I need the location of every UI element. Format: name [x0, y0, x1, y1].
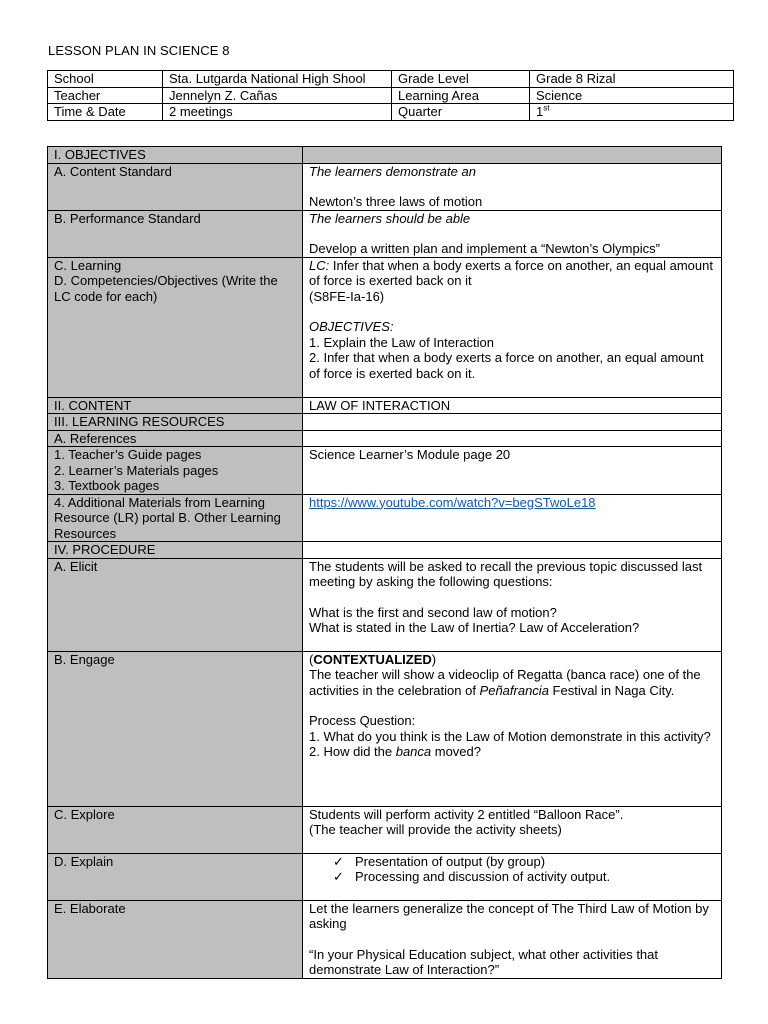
performance-standard-row [48, 210, 722, 257]
elicit-row [48, 558, 722, 651]
header-row-teacher [48, 87, 734, 104]
lc-prefix: LC: [309, 257, 330, 273]
time-label: Time & Date [48, 104, 163, 121]
engage-cell [303, 651, 722, 806]
content-row [48, 397, 722, 414]
explain-item-1-text: Presentation of output (by group) [355, 853, 546, 869]
additional-materials-cell [303, 494, 722, 542]
explore-row [48, 806, 722, 853]
references-blank [303, 430, 722, 447]
explore-label: C. Explore [48, 806, 303, 853]
resources-heading: III. LEARNING RESOURCES [48, 414, 303, 431]
quarter-number: 1 [536, 104, 544, 119]
area-value: Science [530, 87, 734, 104]
objectives-heading-row [48, 147, 722, 164]
explore-cell [303, 806, 722, 853]
objective-2: 2. Infer that when a body exerts a force on another, an equal amount of force is exerted back on it. [309, 350, 704, 381]
content-label: II. CONTENT [48, 397, 303, 414]
learning-label: C. Learning [54, 257, 122, 273]
header-row-school [48, 71, 734, 88]
explain-label: D. Explain [48, 853, 303, 900]
header-row-time [48, 104, 734, 121]
grade-label: Grade Level [392, 71, 530, 88]
objectives-subheading: OBJECTIVES: [309, 319, 394, 334]
resources-heading-row [48, 414, 722, 431]
grade-value: Grade 8 Rizal [530, 71, 734, 88]
explain-cell [303, 853, 722, 900]
guide-pages-value: Science Learner’s Module page 20 [303, 447, 722, 495]
learners-materials-label: 2. Learner’s Materials pages [54, 462, 219, 478]
lc-code: (S8FE-Ia-16) [309, 288, 385, 304]
elaborate-text-2: “In your Physical Education subject, what other activities that demonstrate Law of Interaction?” [309, 946, 659, 977]
objectives-heading-blank [303, 147, 722, 164]
elicit-cell [303, 558, 722, 651]
performance-standard-cell [303, 210, 722, 257]
engage-text [309, 667, 715, 698]
elicit-label: A. Elicit [48, 558, 303, 651]
competencies-cell [303, 257, 722, 397]
references-row [48, 430, 722, 447]
explain-item-2 [309, 869, 715, 885]
engage-text-part-2: Festival in Naga City. [548, 682, 675, 698]
quarter-label: Quarter [392, 104, 530, 121]
lc-text: Infer that when a body exerts a force on another, an equal amount of force is exerted back on it [309, 257, 713, 288]
performance-standard-intro: The learners should be able [309, 210, 471, 226]
competencies-label: D. Competencies/Objectives (Write the LC code for each) [54, 273, 278, 304]
process-question-2 [309, 744, 715, 760]
engage-row [48, 651, 722, 806]
time-value: 2 meetings [163, 104, 392, 121]
lesson-plan-table [47, 146, 722, 979]
youtube-link[interactable]: https://www.youtube.com/watch?v=begSTwoLe18 [309, 494, 596, 510]
school-value: Sta. Lutgarda National High Shool [163, 71, 392, 88]
engage-tag: CONTEXTUALIZED [313, 651, 432, 667]
lc-statement [309, 258, 715, 289]
engage-text-part-1: The teacher will show a videoclip of Regatta (banca race) one of the activities in the celebration of [309, 667, 701, 698]
explore-text-1: Students will perform activity 2 entitled “Balloon Race”. [309, 806, 624, 822]
pq2-part-b: moved? [431, 744, 482, 759]
references-label: A. References [48, 430, 303, 447]
explain-item-2-text: Processing and discussion of activity output. [355, 869, 611, 884]
teachers-guide-label: 1. Teacher’s Guide pages [54, 447, 202, 462]
document-title: LESSON PLAN IN SCIENCE 8 [48, 43, 230, 58]
resources-heading-blank [303, 414, 722, 431]
competencies-row [48, 257, 722, 397]
pq2-banca: banca [395, 744, 432, 759]
competencies-label-cell [48, 257, 303, 397]
elicit-question-1: What is the first and second law of motion? [309, 604, 557, 620]
content-standard-text: Newton’s three laws of motion [309, 194, 483, 209]
procedure-heading: IV. PROCEDURE [48, 542, 303, 559]
performance-standard-text: Develop a written plan and implement a “Newton’s Olympics” [309, 241, 660, 256]
engage-tag-line [309, 652, 715, 668]
process-question-heading: Process Question: [309, 713, 416, 728]
explore-text-2: (The teacher will provide the activity sheets) [309, 822, 562, 837]
elicit-text: The students will be asked to recall the previous topic discussed last meeting by asking the following questions: [309, 558, 703, 589]
school-label: School [48, 71, 163, 88]
teacher-value: Jennelyn Z. Cañas [163, 87, 392, 104]
area-label: Learning Area [392, 87, 530, 104]
elaborate-text-1: Let the learners generalize the concept of The Third Law of Motion by asking [309, 900, 709, 931]
procedure-heading-row [48, 542, 722, 559]
textbook-label: 3. Textbook pages [54, 478, 160, 493]
content-standard-intro: The learners demonstrate an [309, 163, 476, 179]
additional-materials-row [48, 494, 722, 542]
engage-open-paren: ( [309, 651, 314, 667]
content-standard-row [48, 163, 722, 210]
guide-pages-row [48, 447, 722, 495]
explain-item-1 [309, 854, 715, 870]
elaborate-row [48, 900, 722, 978]
objectives-heading: I. OBJECTIVES [48, 147, 303, 164]
checkmark-icon: ✓ [333, 869, 344, 884]
content-standard-label: A. Content Standard [48, 163, 303, 210]
content-value: LAW OF INTERACTION [303, 397, 722, 414]
process-question-1: 1. What do you think is the Law of Motion demonstrate in this activity? [309, 728, 711, 744]
elaborate-cell [303, 900, 722, 978]
additional-materials-label: 4. Additional Materials from Learning Resource (LR) portal B. Other Learning Resources [48, 494, 303, 542]
checkmark-icon: ✓ [333, 853, 344, 869]
quarter-suffix: st [543, 103, 550, 113]
teacher-label: Teacher [48, 87, 163, 104]
quarter-value [530, 104, 734, 121]
header-table [47, 70, 734, 121]
elaborate-label: E. Elaborate [48, 900, 303, 978]
elicit-question-2: What is stated in the Law of Inertia? Law of Acceleration? [309, 620, 640, 635]
objective-1: 1. Explain the Law of Interaction [309, 334, 495, 350]
engage-festival-name: Peñafrancia [479, 682, 549, 698]
pq2-part-a: 2. How did the [309, 744, 396, 759]
performance-standard-label: B. Performance Standard [48, 210, 303, 257]
explain-row [48, 853, 722, 900]
guide-pages-label-cell [48, 447, 303, 495]
engage-label: B. Engage [48, 651, 303, 806]
procedure-heading-blank [303, 542, 722, 559]
engage-close-paren: ) [431, 651, 437, 667]
content-standard-cell [303, 163, 722, 210]
